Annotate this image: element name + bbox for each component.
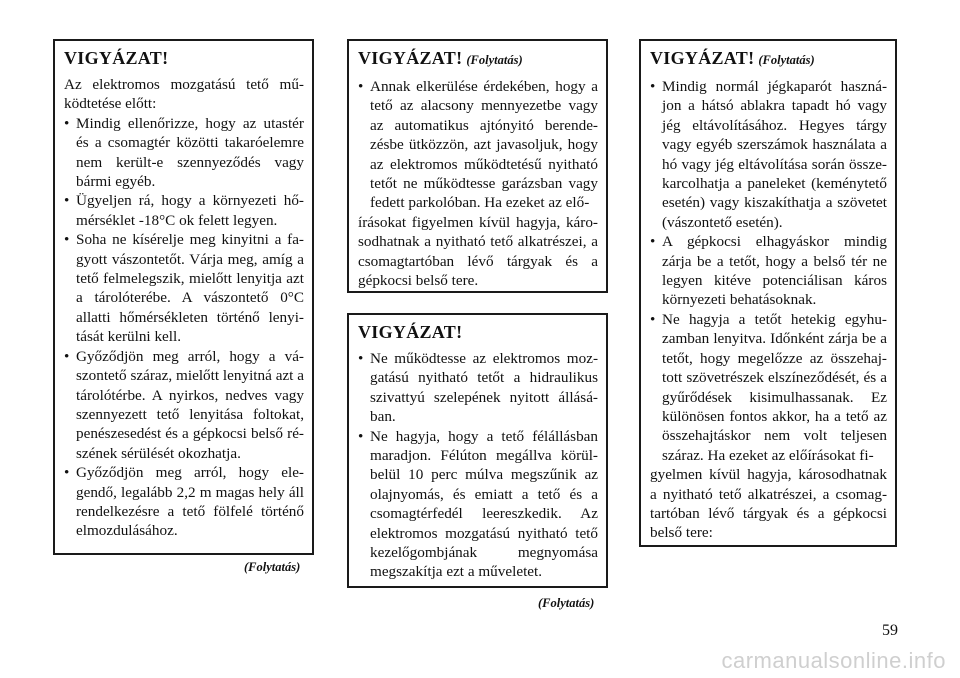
continued-label: (Folytatás): [244, 560, 301, 574]
list-item: • Mindig normál jégkaparót haszná-jon a hátsó ablakra tapadt hó vagy jég eltávolításához. Hegyes tárgy vagy egyéb szerszámok használata a hó vagy jég eltávolítása során össze-karcolhatja a paneleket (keménytető esetén) vagy kiszakíthatja a szövetet (vászontető esetén).: [650, 77, 887, 232]
list-item: • A gépkocsi elhagyáskor mindig zárja be a tetőt, hogy a belső tér ne legyen kitéve potenciálisan káros környezeti behatásoknak.: [650, 232, 887, 310]
list-item: • Annak elkerülése érdekében, hogy a tető az alacsony mennyezetbe vagy az automatikus ajtónyitó berende-zésbe ütközzön, azt javasoljuk, hogy az elektromos működtetésű nyitható tetőt ne működtesse garázsban vagy fedett parkolóban. Ha ezeket az elő-: [358, 77, 598, 213]
list-item: • Győződjön meg arról, hogy ele-gendő, legalább 2,2 m magas hely áll rendelkezésre a tető fölfelé történő elmozdulásához.: [64, 463, 304, 541]
page-number: 59: [882, 622, 898, 639]
warning-title: VIGYÁZAT! (Folytatás): [650, 48, 815, 68]
list-item: • Ne hagyja a tetőt hetekig egyhu-zamban lenyitva. Időnként zárja be a tetőt, hogy megelőzze az összehaj-tott szövetrészek elszíneződését, és a gyűrődések kisimulhassanak. Ez különösen fontos akkor, ha a tető az összehajtáskor nem volt teljesen száraz. Ha ezeket az előírásokat fi-: [650, 310, 887, 465]
warning-trailing-text: gyelmen kívül hagyja, károsodhatnak a nyitható tető alkatrészei, a csomag-tartóban lévő tárgyak és a gépkocsi belső tere:: [650, 466, 887, 542]
list-item: • Mindig ellenőrizze, hogy az utastér és a csomagtér közötti takaróelemre nem került-e szennyeződés vagy bármi egyéb.: [64, 114, 304, 192]
list-item: • Győződjön meg arról, hogy a vá-szontető száraz, mielőtt lenyitná azt a tárolótérbe. A nyirkos, nedves vagy szennyezett tető lenyitása foltokat, penészesedést és a gépkocsi belső ré-szének sérülését okozhatja.: [64, 347, 304, 463]
warning-box-1: [53, 39, 314, 555]
warning-box-4: [639, 39, 897, 547]
warning-title: VIGYÁZAT!: [358, 322, 463, 342]
warning-list: [358, 77, 598, 213]
list-item: • Ne hagyja, hogy a tető félállásban maradjon. Félúton megállva körül-belül 10 perc múlva megszűnik az olajnyomás, és emiatt a tető és a csomagtérfedél leereszkedik. Az elektromos mozgatású nyitható tető kezelőgombjának megnyomása megszakítja ezt a műveletet.: [358, 427, 598, 582]
list-item: • Soha ne kísérelje meg kinyitni a fa-gyott vászontetőt. Várja meg, amíg a tető felmelegszik, mielőtt lenyitja azt a tárolóterébe. A vászontető 0°C allatti hőmérsékleten történő lenyi-tását kerülni kell.: [64, 230, 304, 346]
warning-list: [64, 114, 304, 541]
warning-box-2: [347, 39, 608, 293]
warning-subtitle: (Folytatás): [758, 53, 815, 67]
warning-intro: Az elektromos mozgatású tető mű-ködtetése előtt:: [64, 76, 304, 113]
list-item: • Ne működtesse az elektromos moz-gatású nyitható tetőt a hidraulikus szivattyú szelepének nyitott állásá-ban.: [358, 349, 598, 427]
continued-label: (Folytatás): [538, 596, 595, 610]
warning-title: VIGYÁZAT!: [64, 48, 169, 68]
warning-list: [358, 349, 598, 582]
warning-list: [650, 77, 887, 465]
warning-trailing-text: írásokat figyelmen kívül hagyja, káro-sodhatnak a nyitható tető alkatrészei, a csomagtartóban lévő tárgyak és a gépkocsi belső tere.: [358, 213, 598, 290]
watermark: carmanualsonline.info: [721, 648, 946, 673]
warning-title: VIGYÁZAT! (Folytatás): [358, 48, 523, 68]
warning-box-3: [347, 313, 608, 588]
list-item: • Ügyeljen rá, hogy a környezeti hő-mérséklet -18°C ok felett legyen.: [64, 191, 304, 230]
warning-subtitle: (Folytatás): [466, 53, 523, 67]
